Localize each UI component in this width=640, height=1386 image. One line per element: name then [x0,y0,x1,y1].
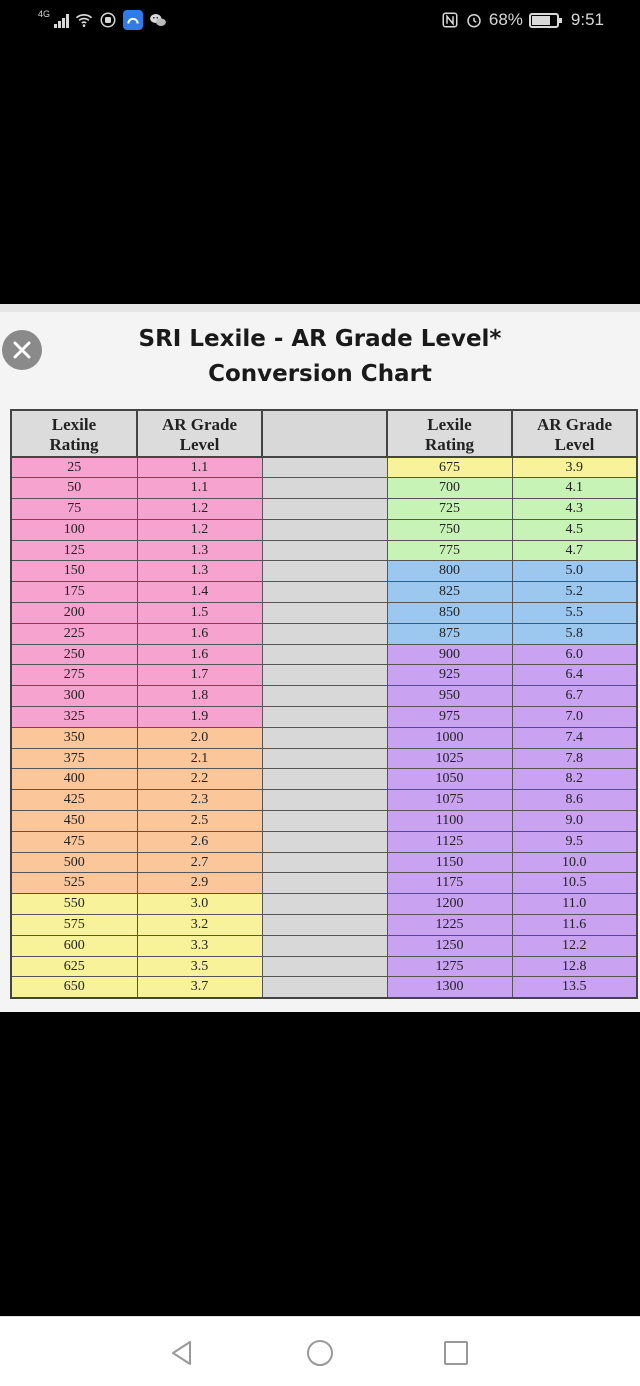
gap-cell [262,499,387,520]
table-row [11,935,637,956]
lexile-cell-left: 550 [11,894,137,915]
ar-cell-right: 4.5 [512,519,637,540]
lexile-cell-right: 1100 [387,811,512,832]
header-text: AR Grade [536,414,613,434]
header-text: Lexile [51,414,97,434]
gap-cell [262,748,387,769]
nfc-icon [441,11,459,29]
gap-cell [262,790,387,811]
home-icon[interactable] [304,1337,336,1369]
ar-cell-left: 1.3 [137,540,262,561]
table-row [11,540,637,561]
lexile-cell-left: 375 [11,748,137,769]
gap-cell [262,644,387,665]
table-row [11,790,637,811]
gap-cell [262,956,387,977]
table-row [11,727,637,748]
lexile-cell-left: 425 [11,790,137,811]
lexile-cell-right: 1050 [387,769,512,790]
gap-cell [262,457,387,478]
table-row [11,707,637,728]
header-lexile-right [387,410,512,457]
header-ar-right [512,410,637,457]
status-bar [0,0,640,44]
lexile-cell-left: 225 [11,623,137,644]
ar-cell-right: 13.5 [512,977,637,998]
lexile-cell-right: 1175 [387,873,512,894]
lexile-cell-right: 925 [387,665,512,686]
table-row [11,582,637,603]
wifi-icon [75,11,93,29]
lexile-cell-left: 475 [11,831,137,852]
gap-cell [262,561,387,582]
ar-cell-right: 4.7 [512,540,637,561]
gap-cell [262,623,387,644]
lexile-cell-left: 300 [11,686,137,707]
gap-cell [262,811,387,832]
lexile-cell-left: 350 [11,727,137,748]
table-row [11,769,637,790]
table-row [11,956,637,977]
header-text: Lexile [427,414,472,434]
lexile-cell-left: 75 [11,499,137,520]
ar-cell-right: 5.5 [512,603,637,624]
navigation-bar [0,1316,640,1386]
ar-cell-right: 4.1 [512,478,637,499]
lexile-cell-left: 625 [11,956,137,977]
ar-cell-right: 11.6 [512,915,637,936]
gap-cell [262,478,387,499]
table-row [11,478,637,499]
status-right [441,10,604,30]
ar-cell-left: 2.7 [137,852,262,873]
alarm-icon [465,11,483,29]
ar-cell-left: 2.3 [137,790,262,811]
ar-cell-right: 6.0 [512,644,637,665]
ar-cell-right: 12.2 [512,935,637,956]
table-row [11,644,637,665]
lexile-cell-right: 900 [387,644,512,665]
ar-cell-left: 2.9 [137,873,262,894]
ar-cell-left: 2.5 [137,811,262,832]
clock: 9:51 [570,10,604,29]
lexile-cell-left: 650 [11,977,137,998]
lexile-cell-right: 1150 [387,852,512,873]
table-row [11,894,637,915]
table-row [11,665,637,686]
chart-title-line1: SRI Lexile - AR Grade Level* [138,326,502,352]
lexile-cell-right: 1125 [387,831,512,852]
table-row [11,457,637,478]
lexile-cell-left: 175 [11,582,137,603]
lexile-cell-right: 725 [387,499,512,520]
ar-cell-left: 1.7 [137,665,262,686]
lexile-cell-left: 50 [11,478,137,499]
ar-cell-right: 5.0 [512,561,637,582]
table-row [11,915,637,936]
lexile-cell-right: 1300 [387,977,512,998]
ar-cell-right: 9.0 [512,811,637,832]
ar-cell-right: 5.8 [512,623,637,644]
table-row [11,831,637,852]
chart-title [60,322,580,392]
ar-cell-left: 2.6 [137,831,262,852]
ar-cell-right: 8.6 [512,790,637,811]
ar-cell-left: 1.6 [137,644,262,665]
header-lexile-left [11,410,137,457]
ar-cell-left: 2.0 [137,727,262,748]
ar-cell-left: 3.7 [137,977,262,998]
lexile-cell-left: 125 [11,540,137,561]
gap-cell [262,686,387,707]
ar-cell-left: 2.2 [137,769,262,790]
ar-cell-left: 3.3 [137,935,262,956]
conversion-table [10,409,638,999]
header-text: Rating [49,434,99,454]
lexile-cell-left: 275 [11,665,137,686]
header-text: Level [554,434,595,454]
lexile-cell-left: 200 [11,603,137,624]
ar-cell-right: 7.0 [512,707,637,728]
gap-cell [262,769,387,790]
lexile-cell-left: 100 [11,519,137,540]
back-icon[interactable] [166,1337,198,1369]
lexile-cell-right: 1200 [387,894,512,915]
lexile-cell-right: 1025 [387,748,512,769]
gap-cell [262,540,387,561]
header-ar-left [137,410,262,457]
table-row [11,519,637,540]
ar-cell-left: 3.0 [137,894,262,915]
table-body [11,457,637,998]
table-row [11,499,637,520]
battery-percent: 68% [488,10,523,29]
close-icon [12,340,32,360]
header-text: AR Grade [161,414,238,434]
ar-cell-right: 10.0 [512,852,637,873]
ar-cell-left: 1.1 [137,478,262,499]
lexile-cell-left: 325 [11,707,137,728]
table-row [11,603,637,624]
ar-cell-left: 1.4 [137,582,262,603]
app-icon [123,10,143,30]
lexile-cell-left: 525 [11,873,137,894]
gap-cell [262,727,387,748]
table-row [11,977,637,998]
table-row [11,811,637,832]
lexile-cell-left: 400 [11,769,137,790]
ar-cell-left: 1.9 [137,707,262,728]
lexile-cell-right: 1225 [387,915,512,936]
table-header-row [11,410,637,457]
lexile-cell-right: 1075 [387,790,512,811]
ar-cell-left: 3.5 [137,956,262,977]
ar-cell-left: 1.3 [137,561,262,582]
lexile-cell-left: 575 [11,915,137,936]
lexile-cell-right: 675 [387,457,512,478]
table-row [11,623,637,644]
lexile-cell-left: 25 [11,457,137,478]
lexile-cell-left: 150 [11,561,137,582]
table-row [11,686,637,707]
lexile-cell-right: 875 [387,623,512,644]
table-row [11,561,637,582]
table-row [11,748,637,769]
battery-icon [529,13,559,28]
ar-cell-right: 6.4 [512,665,637,686]
table-row [11,873,637,894]
ar-cell-left: 1.1 [137,457,262,478]
close-button[interactable] [2,330,42,370]
gap-cell [262,665,387,686]
header-text: Level [179,434,220,454]
ar-cell-left: 1.8 [137,686,262,707]
network-type: 4G [38,9,51,19]
ar-cell-right: 9.5 [512,831,637,852]
lexile-cell-right: 850 [387,603,512,624]
ar-cell-right: 6.7 [512,686,637,707]
ar-cell-right: 7.8 [512,748,637,769]
gap-cell [262,519,387,540]
lexile-cell-right: 775 [387,540,512,561]
ar-cell-right: 7.4 [512,727,637,748]
status-left [38,10,167,30]
gap-cell [262,707,387,728]
ar-cell-right: 11.0 [512,894,637,915]
lexile-cell-right: 950 [387,686,512,707]
gap-cell [262,603,387,624]
ar-cell-right: 5.2 [512,582,637,603]
gap-cell [262,873,387,894]
ar-cell-left: 1.6 [137,623,262,644]
lexile-cell-right: 825 [387,582,512,603]
hotspot-icon [99,11,117,29]
ar-cell-right: 12.8 [512,956,637,977]
ar-cell-right: 4.3 [512,499,637,520]
header-text: Rating [424,434,475,454]
ar-cell-left: 3.2 [137,915,262,936]
gap-cell [262,915,387,936]
lexile-cell-right: 1275 [387,956,512,977]
lexile-cell-left: 600 [11,935,137,956]
gap-cell [262,831,387,852]
gap-cell [262,894,387,915]
ar-cell-left: 1.2 [137,519,262,540]
table-row [11,852,637,873]
ar-cell-right: 10.5 [512,873,637,894]
lexile-cell-right: 800 [387,561,512,582]
ar-cell-left: 2.1 [137,748,262,769]
ar-cell-left: 1.5 [137,603,262,624]
lexile-cell-left: 450 [11,811,137,832]
recents-icon[interactable] [440,1337,472,1369]
chart-title-line2: Conversion Chart [208,361,432,387]
ar-cell-left: 1.2 [137,499,262,520]
wechat-icon [149,11,167,29]
ar-cell-right: 3.9 [512,457,637,478]
lexile-cell-right: 1000 [387,727,512,748]
image-top-edge [0,304,640,312]
lexile-cell-right: 1250 [387,935,512,956]
lexile-cell-left: 250 [11,644,137,665]
gap-cell [262,935,387,956]
lexile-cell-right: 750 [387,519,512,540]
ar-cell-right: 8.2 [512,769,637,790]
gap-cell [262,852,387,873]
gap-cell [262,582,387,603]
lexile-cell-left: 500 [11,852,137,873]
gap-cell [262,977,387,998]
signal-icon [54,12,69,28]
header-gap [262,410,387,457]
lexile-cell-right: 975 [387,707,512,728]
lexile-cell-right: 700 [387,478,512,499]
